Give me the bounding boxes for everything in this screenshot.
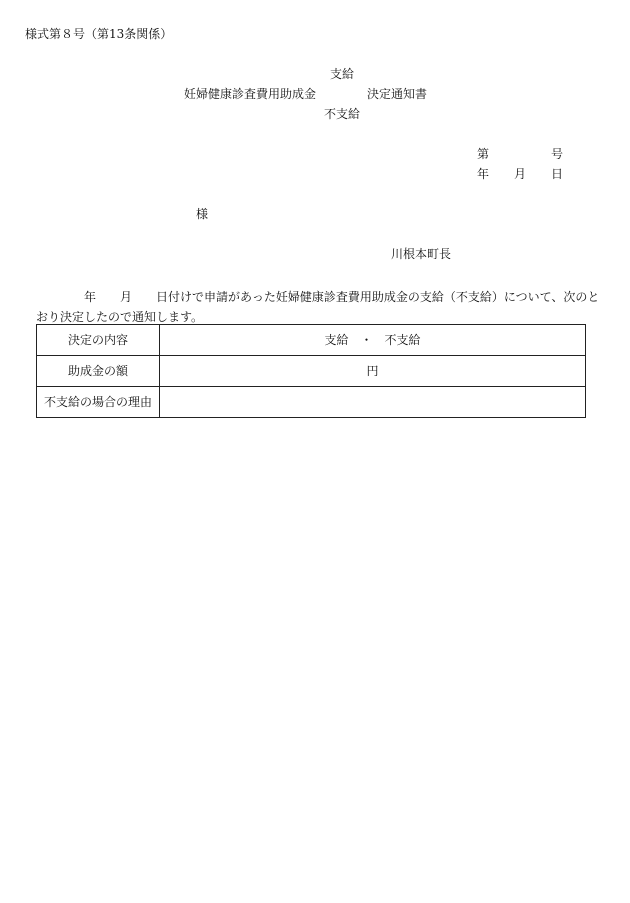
issuer-name: 川根本町長 xyxy=(391,247,452,261)
table-value-decision: 支給 ・ 不支給 xyxy=(160,325,586,356)
table-label-reason: 不支給の場合の理由 xyxy=(37,387,160,418)
table-value-amount: 円 xyxy=(160,356,586,387)
table-row xyxy=(37,325,586,356)
addressee-suffix: 様 xyxy=(196,207,209,221)
body-month: 月 xyxy=(120,290,133,304)
document-number-suffix: 号 xyxy=(551,147,564,161)
title-option-denial: 不支給 xyxy=(324,107,361,121)
decision-table xyxy=(36,324,586,418)
table-row xyxy=(37,356,586,387)
title-main: 妊婦健康診査費用助成金 xyxy=(184,87,317,101)
date-day: 日 xyxy=(551,167,564,181)
table-row xyxy=(37,387,586,418)
document-number-prefix: 第 xyxy=(477,147,490,161)
date-month: 月 xyxy=(514,167,527,181)
title-option-grant: 支給 xyxy=(330,67,355,81)
date-year: 年 xyxy=(477,167,490,181)
form-number: 様式第８号（第13条関係） xyxy=(25,27,173,41)
table-label-decision: 決定の内容 xyxy=(37,325,160,356)
body-text: 日付けで申請があった妊婦健康診査費用助成金の支給（不支給）について、次のとおり決定したので通知します。 xyxy=(36,290,600,324)
table-value-reason xyxy=(160,387,586,418)
notification-body xyxy=(36,287,606,327)
table-label-amount: 助成金の額 xyxy=(37,356,160,387)
body-year: 年 xyxy=(84,290,97,304)
title-suffix: 決定通知書 xyxy=(367,87,428,101)
